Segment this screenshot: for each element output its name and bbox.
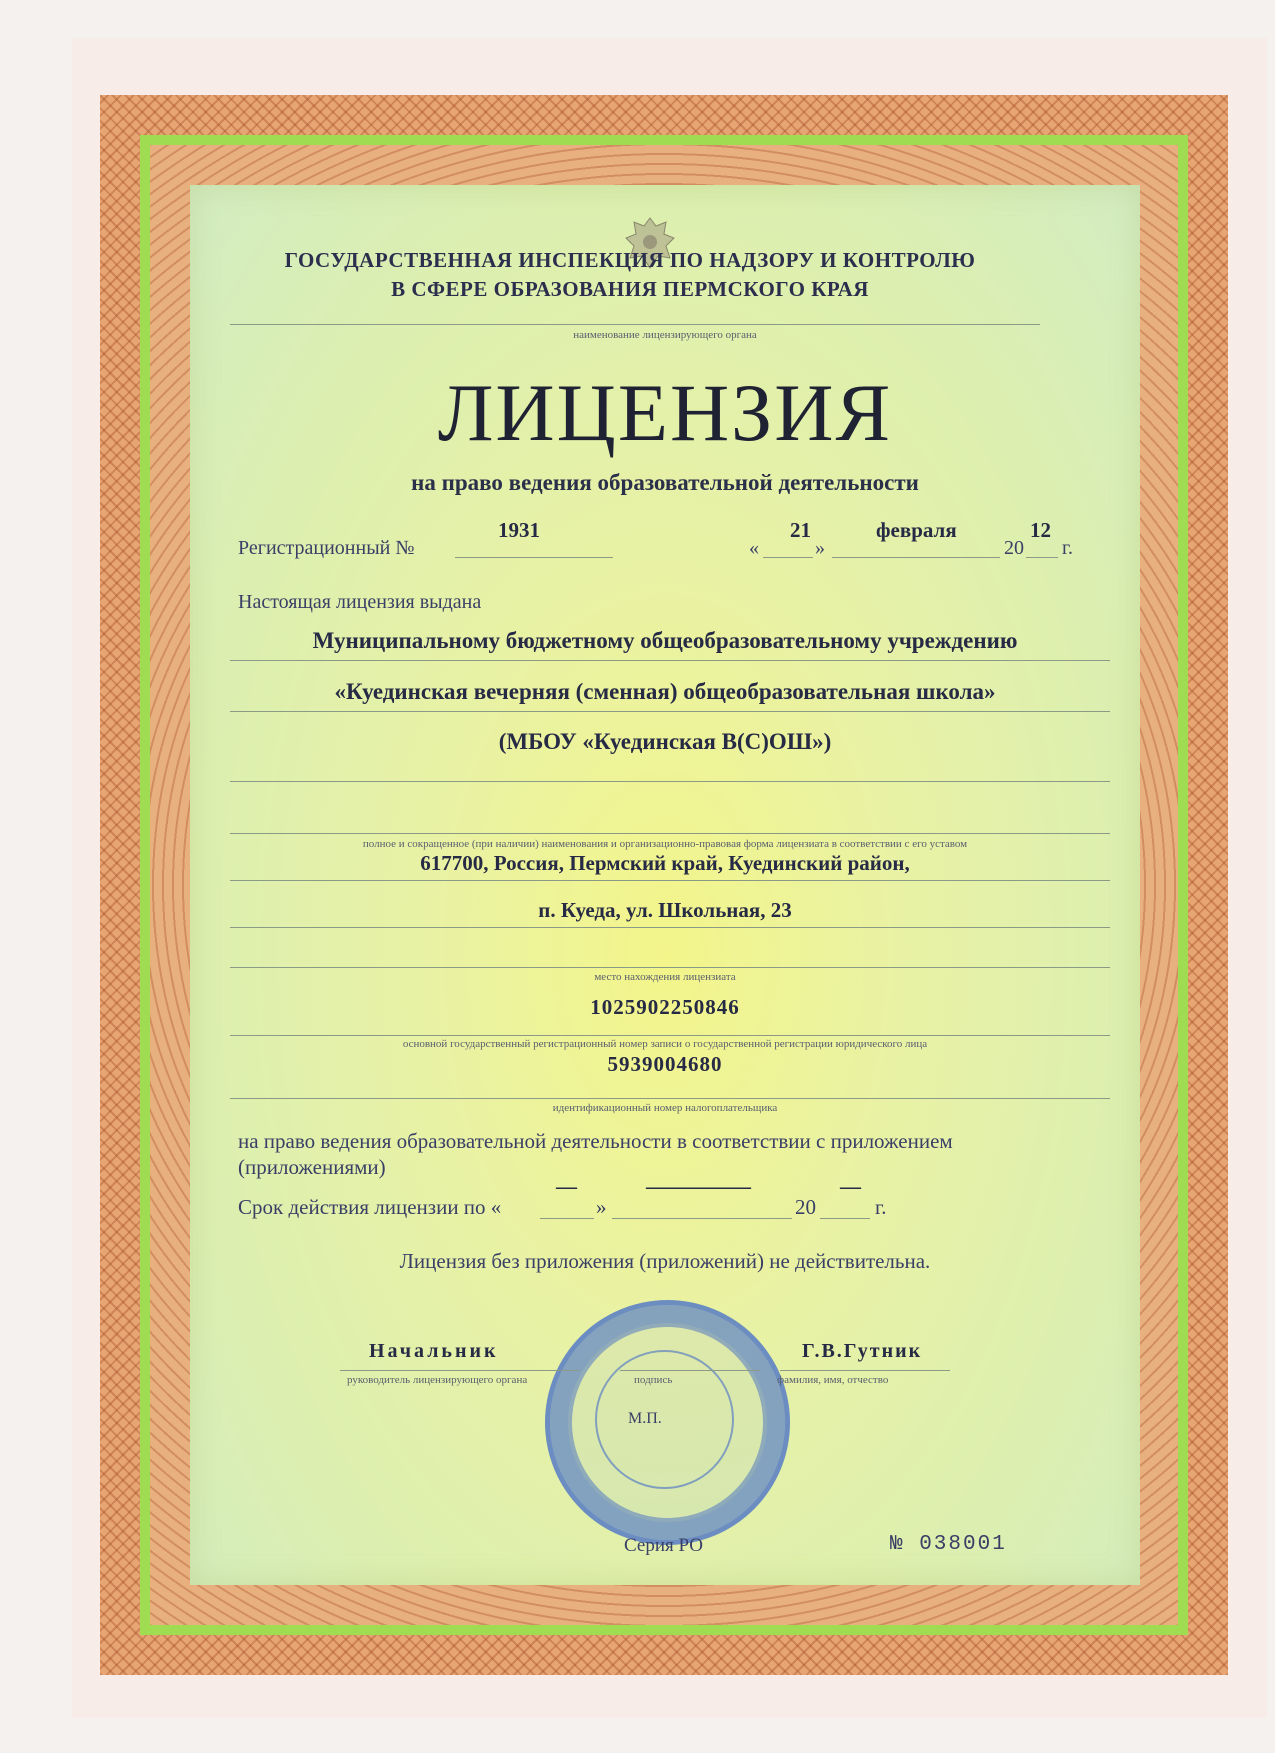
right-line-2: (приложениями) — [238, 1155, 386, 1179]
series-label: Серия РО — [624, 1535, 704, 1556]
registration-day-line — [763, 557, 813, 558]
registration-day: 21 — [790, 518, 811, 542]
position-underline — [340, 1370, 580, 1371]
ogrn-caption: основной государственный регистрационный номер записи о государственной регистрации юридического лица — [402, 1038, 928, 1050]
address-caption: место нахождения лицензиата — [594, 971, 736, 983]
registration-year-unit: г. — [1062, 537, 1073, 559]
document-title: ЛИЦЕНЗИЯ — [437, 367, 893, 458]
issued-to-label: Настоящая лицензия выдана — [238, 591, 482, 613]
inn-underline — [230, 1098, 1110, 1099]
validity-day-line — [540, 1218, 594, 1219]
licensee-line-2-underline — [230, 711, 1110, 712]
inn-caption: идентификационный номер налогоплательщика — [552, 1102, 778, 1114]
right-line-1: на право ведения образовательной деятельности в соответствии с приложением — [238, 1129, 953, 1153]
validity-unit: г. — [875, 1195, 887, 1219]
series-number: № 038001 — [890, 1533, 1007, 1556]
validity-year-line — [820, 1218, 870, 1219]
licensee-name-line-2: «Куединская вечерняя (сменная) общеобразовательная школа» — [334, 679, 996, 704]
signature-caption: подпись — [634, 1374, 673, 1386]
licensee-line-4-underline — [230, 833, 1110, 834]
issuer-caption: наименование лицензирующего органа — [573, 329, 757, 341]
address-line-3-underline — [230, 967, 1110, 968]
position-caption: руководитель лицензирующего органа — [347, 1374, 528, 1386]
registration-year-suffix: 12 — [1030, 518, 1051, 542]
registration-quote-close: » — [815, 537, 825, 559]
registration-year-prefix: 20 — [1004, 537, 1024, 559]
registration-quote-open: « — [749, 537, 759, 559]
validity-close: » — [596, 1195, 607, 1219]
licensee-short-name: (МБОУ «Куединская В(С)ОШ») — [498, 729, 832, 754]
seal-place-label: М.П. — [628, 1410, 662, 1427]
address-line-2: п. Куеда, ул. Школьная, 23 — [538, 898, 792, 922]
ogrn-value: 1025902250846 — [590, 995, 740, 1019]
validity-label: Срок действия лицензии по « — [238, 1195, 502, 1219]
licensee-caption: полное и сокращенное (при наличии) наименования и организационно-правовая форма лицензиата в соответствии с его уставом — [362, 838, 968, 850]
registration-month-line — [832, 557, 1000, 558]
issuer-underline — [230, 324, 1040, 325]
inn-value: 5939004680 — [607, 1052, 723, 1076]
licensee-name-line-1: Муниципальному бюджетному общеобразовательному учреждению — [312, 628, 1018, 653]
ogrn-underline — [230, 1035, 1110, 1036]
validity-year-suffix: — — [840, 1174, 861, 1198]
official-seal — [545, 1300, 790, 1545]
licensee-line-1-underline — [230, 660, 1110, 661]
registration-number-line — [455, 557, 613, 558]
invalid-note: Лицензия без приложения (приложений) не действительна. — [399, 1249, 931, 1273]
signature-underline — [620, 1370, 760, 1371]
issuer-line-2: В СФЕРЕ ОБРАЗОВАНИЯ ПЕРМСКОГО КРАЯ — [391, 277, 869, 301]
signatory-name: Г.В.Гутник — [802, 1340, 923, 1362]
document-subtitle: на право ведения образовательной деятельности — [411, 470, 919, 495]
validity-month-line — [612, 1218, 792, 1219]
name-caption: фамилия, имя, отчество — [777, 1374, 889, 1386]
issuer-line-1: ГОСУДАРСТВЕННАЯ ИНСПЕКЦИЯ ПО НАДЗОРУ И КОНТРОЛЮ — [284, 248, 976, 272]
registration-month: февраля — [876, 518, 957, 542]
name-underline — [780, 1370, 950, 1371]
registration-number: 1931 — [498, 518, 540, 542]
validity-month: ————— — [646, 1174, 751, 1198]
registration-year-line — [1026, 557, 1058, 558]
address-line-2-underline — [230, 927, 1110, 928]
licensee-line-3-underline — [230, 781, 1110, 782]
signatory-position: Начальник — [369, 1340, 499, 1362]
validity-day: — — [556, 1174, 577, 1198]
registration-label: Регистрационный № — [238, 537, 415, 559]
address-line-1: 617700, Россия, Пермский край, Куединский район, — [420, 851, 910, 875]
validity-year-prefix: 20 — [795, 1195, 816, 1219]
address-line-1-underline — [230, 880, 1110, 881]
